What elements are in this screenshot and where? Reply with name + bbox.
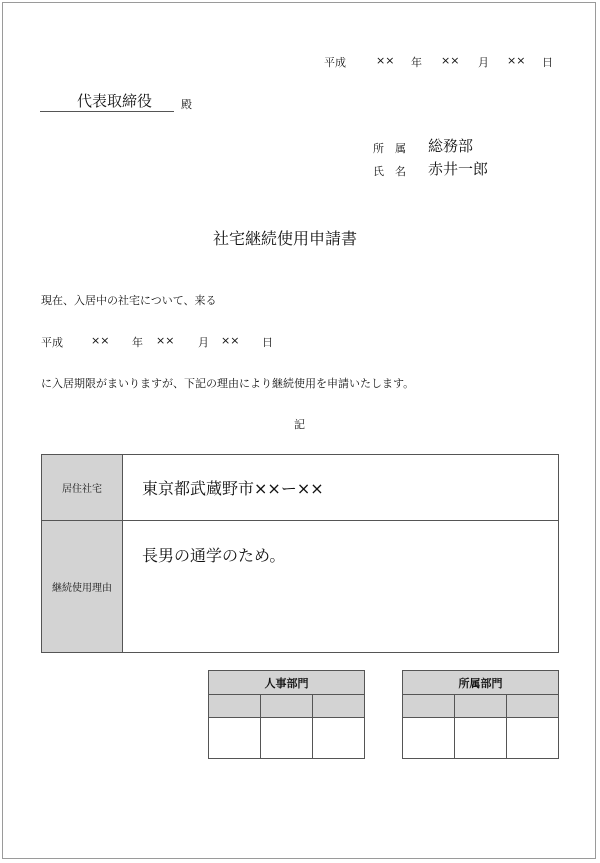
body-line-3: に入居期限がまいりますが、下記の理由により継続使用を申請いたします。 [41, 377, 415, 390]
addressee-underline [40, 111, 174, 112]
dept-approval-box [402, 670, 559, 759]
dept-label: 所 属 [373, 142, 406, 155]
application-table [41, 454, 559, 653]
reason-label: 継続使用理由 [42, 521, 123, 653]
residence-value: 東京都武蔵野市××ー×× [123, 455, 559, 521]
header-day-unit: 日 [542, 56, 553, 69]
hr-approval-sub-cell [209, 695, 261, 718]
header-year-value: ×× [376, 54, 395, 67]
addressee-title: 代表取締役 [77, 92, 153, 110]
header-era: 平成 [324, 56, 346, 69]
residence-label: 居住社宅 [42, 455, 123, 521]
hr-stamp-cell [313, 718, 365, 759]
body-date-day-unit: 日 [262, 336, 273, 349]
dept-approval-title: 所属部門 [403, 671, 559, 695]
dept-stamp-cell [403, 718, 455, 759]
dept-approval-sub-cell [507, 695, 559, 718]
dept-approval-sub-cell [455, 695, 507, 718]
body-line-1: 現在、入居中の社宅について、来る [41, 294, 217, 307]
header-month-value: ×× [441, 54, 460, 67]
dept-stamp-cell [507, 718, 559, 759]
hr-approval-sub-cell [313, 695, 365, 718]
residence-row [42, 455, 559, 521]
reason-row [42, 521, 559, 653]
reason-value: 長男の通学のため。 [123, 521, 559, 653]
dept-approval-sub-cell [403, 695, 455, 718]
hr-stamp-cell [261, 718, 313, 759]
ki-label: 記 [294, 418, 305, 431]
header-day-value: ×× [507, 54, 526, 67]
body-date-day: ×× [221, 334, 240, 347]
hr-stamp-cell [209, 718, 261, 759]
body-date-year: ×× [91, 334, 110, 347]
addressee-honorific: 殿 [181, 98, 192, 111]
dept-stamp-cell [455, 718, 507, 759]
dept-value: 総務部 [428, 137, 474, 155]
body-date-era: 平成 [41, 336, 63, 349]
hr-approval-title: 人事部門 [209, 671, 365, 695]
body-date-year-unit: 年 [132, 336, 143, 349]
hr-approval-sub-cell [261, 695, 313, 718]
header-year-unit: 年 [411, 56, 422, 69]
document-title: 社宅継続使用申請書 [213, 229, 358, 248]
name-label: 氏 名 [373, 165, 406, 178]
header-month-unit: 月 [478, 56, 489, 69]
body-date-month-unit: 月 [198, 336, 209, 349]
body-date-month: ×× [156, 334, 175, 347]
hr-approval-box [208, 670, 365, 759]
name-value: 赤井一郎 [428, 160, 489, 178]
